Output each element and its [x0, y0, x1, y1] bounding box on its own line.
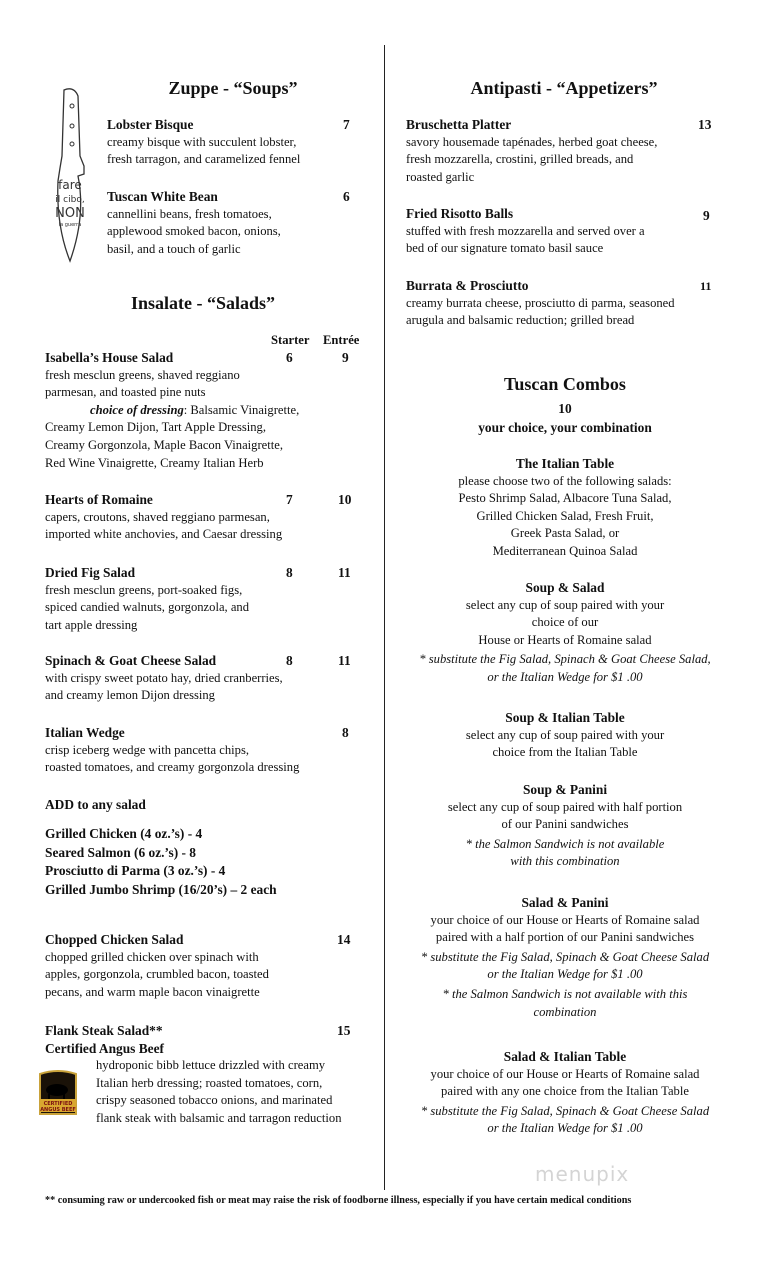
- item-desc: applewood smoked bacon, onions,: [107, 224, 281, 239]
- item-subtitle: Certified Angus Beef: [45, 1040, 165, 1056]
- salads-heading: Insalate - “Salads”: [130, 293, 276, 313]
- combo-title: Soup & Italian Table: [505, 710, 625, 725]
- dressing-options: Red Wine Vinaigrette, Creamy Italian Herb: [45, 455, 264, 470]
- add-on-item: Prosciutto di Parma (3 oz.’s) - 4: [45, 863, 226, 878]
- item-price: 13: [698, 117, 712, 132]
- menu-item: [406, 277, 716, 330]
- item-price: 11: [700, 279, 712, 293]
- item-desc: hydroponic bibb lettuce drizzled with creamy: [96, 1058, 326, 1073]
- watermark: menupix: [535, 1162, 630, 1186]
- combo-title: The Italian Table: [515, 456, 615, 471]
- menu-item: [406, 116, 716, 186]
- combo-line: choice from the Italian Table: [492, 745, 638, 760]
- item-name: Isabella’s House Salad: [45, 350, 174, 365]
- combo-title: Soup & Salad: [525, 580, 605, 595]
- item-desc: spiced candied walnuts, gorgonzola, and: [45, 600, 250, 615]
- item-desc: pecans, and warm maple bacon vinaigrette: [45, 984, 260, 999]
- svg-text:NON: NON: [55, 206, 85, 221]
- item-desc: cannellini beans, fresh tomatoes,: [107, 206, 272, 221]
- item-desc: Italian herb dressing; roasted tomatoes, corn,: [96, 1075, 323, 1090]
- entree-price: 9: [342, 350, 349, 365]
- item-desc: flank steak with balsamic and tarragon reduction: [96, 1110, 342, 1125]
- svg-text:la guerra: la guerra: [58, 222, 82, 228]
- combo-note: or the Italian Wedge for $1 .00: [487, 967, 643, 982]
- starter-price: 6: [286, 350, 293, 365]
- item-desc: creamy bisque with succulent lobster,: [107, 134, 297, 149]
- combos-tagline: your choice, your combination: [478, 420, 652, 435]
- combo-section: [419, 579, 710, 687]
- combo-line: House or Hearts of Romaine salad: [478, 632, 652, 647]
- item-name: Dried Fig Salad: [45, 565, 136, 580]
- item-desc: parmesan, and toasted pine nuts: [45, 385, 206, 400]
- item-desc: tart apple dressing: [45, 617, 138, 632]
- column-divider: [384, 45, 385, 1190]
- combo-section: [448, 781, 682, 871]
- menu-item: [45, 931, 355, 1001]
- item-desc: fresh mesclun greens, shaved reggiano: [45, 367, 240, 382]
- item-desc: imported white anchovies, and Caesar dressing: [45, 527, 283, 542]
- item-name: Fried Risotto Balls: [406, 206, 514, 221]
- combo-section: [421, 894, 709, 1021]
- combo-line: select any cup of soup paired with your: [465, 597, 665, 612]
- combo-line: please choose two of the following salads:: [458, 473, 672, 488]
- add-on-item: Seared Salmon (6 oz.’s) - 8: [45, 844, 197, 860]
- item-price: 9: [703, 208, 710, 223]
- item-desc: crispy seasoned tobacco onions, and marinated: [96, 1093, 333, 1108]
- item-price: 14: [337, 932, 351, 947]
- combo-title: Salad & Panini: [521, 895, 609, 910]
- menu-item: [45, 724, 355, 777]
- menu-item: [45, 491, 355, 544]
- item-desc: roasted tomatoes, and creamy gorgonzola dressing: [45, 760, 300, 775]
- item-desc: arugula and balsamic reduction; grilled bread: [406, 313, 635, 328]
- add-ons-heading: ADD to any salad: [45, 797, 146, 812]
- combo-line: your choice of our House or Hearts of Romaine salad: [430, 1066, 700, 1081]
- combo-note: * the Salmon Sandwich is not available: [465, 836, 665, 851]
- dressing-options: : Balsamic Vinaigrette,: [183, 402, 300, 417]
- appetizers-heading: Antipasti - “Appetizers”: [470, 78, 658, 98]
- item-price: 15: [337, 1023, 351, 1038]
- combo-note: * the Salmon Sandwich is not available with this: [442, 986, 688, 1001]
- add-on-item: Grilled Jumbo Shrimp (16/20’s) – 2 each: [45, 881, 277, 897]
- combo-line: select any cup of soup paired with your: [465, 727, 665, 742]
- entree-price: 11: [338, 653, 351, 668]
- svg-text:ANGUS BEEF: ANGUS BEEF: [40, 1107, 76, 1113]
- entree-price: 11: [338, 565, 351, 580]
- item-name: Bruschetta Platter: [406, 117, 512, 132]
- combo-note: with this combination: [510, 854, 620, 869]
- item-desc: chopped grilled chicken over spinach with: [45, 949, 259, 964]
- combo-note: combination: [533, 1004, 597, 1019]
- item-desc: basil, and a touch of garlic: [107, 241, 241, 256]
- menu-item: [406, 205, 716, 258]
- combo-line: paired with any one choice from the Italian Table: [441, 1084, 689, 1099]
- combo-title: Soup & Panini: [522, 782, 608, 797]
- dressing-options: Creamy Lemon Dijon, Tart Apple Dressing,: [45, 420, 266, 435]
- combo-line: of our Panini sandwiches: [501, 817, 629, 832]
- starter-price: 8: [286, 565, 293, 580]
- item-desc: apples, gorgonzola, crumbled bacon, toasted: [45, 967, 269, 982]
- dressing-label: choice of dressing: [90, 402, 184, 417]
- add-ons-list: [45, 825, 277, 899]
- item-desc: savory housemade tapénades, herbed goat cheese,: [406, 134, 658, 149]
- menu-item: [45, 1022, 365, 1128]
- item-price: 7: [343, 117, 350, 132]
- combo-title: Salad & Italian Table: [503, 1049, 627, 1064]
- menu-item: [107, 116, 352, 169]
- menu-item: [45, 652, 355, 705]
- item-name: Chopped Chicken Salad: [45, 932, 184, 947]
- food-safety-footnote: ** consuming raw or undercooked fish or meat may raise the risk of foodborne illness, especially if you have certain medical conditions: [45, 1195, 632, 1206]
- combos-price: 10: [558, 401, 572, 416]
- add-on-item: Grilled Chicken (4 oz.’s) - 4: [45, 826, 203, 841]
- combo-section: [421, 1048, 709, 1138]
- combo-line: Greek Pasta Salad, or: [510, 526, 620, 541]
- combo-line: choice of our: [531, 615, 599, 630]
- item-desc: roasted garlic: [406, 169, 475, 184]
- combo-line: Mediterranean Quinoa Salad: [492, 543, 638, 558]
- starter-column-label: Starter: [271, 333, 310, 347]
- entree-column-label: Entrée: [323, 333, 360, 347]
- item-name: Flank Steak Salad**: [45, 1023, 163, 1038]
- menu-item: [45, 349, 355, 472]
- item-desc: fresh tarragon, and caramelized fennel: [107, 152, 301, 167]
- combo-note: * substitute the Fig Salad, Spinach & Goat Cheese Salad: [420, 1103, 710, 1118]
- svg-text:CERTIFIED: CERTIFIED: [43, 1101, 73, 1107]
- combo-line: your choice of our House or Hearts of Romaine salad: [430, 912, 700, 927]
- entree-price: 10: [338, 492, 352, 507]
- item-desc: and creamy lemon Dijon dressing: [45, 688, 215, 703]
- combos-heading: Tuscan Combos: [504, 374, 626, 394]
- item-name: Spinach & Goat Cheese Salad: [45, 653, 217, 668]
- combo-line: Grilled Chicken Salad, Fresh Fruit,: [476, 508, 654, 523]
- item-desc: with crispy sweet potato hay, dried cranberries,: [45, 670, 283, 685]
- item-desc: crisp iceberg wedge with pancetta chips,: [45, 742, 249, 757]
- dressing-options: Creamy Gorgonzola, Maple Bacon Vinaigrette,: [45, 437, 283, 452]
- item-desc: bed of our signature tomato basil sauce: [406, 241, 604, 256]
- item-desc: fresh mesclun greens, port-soaked figs,: [45, 582, 243, 597]
- knife-logo: [52, 86, 92, 266]
- svg-text:fare: fare: [58, 178, 82, 192]
- entree-price: 8: [342, 725, 349, 740]
- combo-note: or the Italian Wedge for $1 .00: [487, 1121, 643, 1136]
- starter-price: 8: [286, 653, 293, 668]
- combo-section: [466, 709, 664, 762]
- combo-note: * substitute the Fig Salad, Spinach & Goat Cheese Salad,: [419, 652, 711, 667]
- item-desc: stuffed with fresh mozzarella and served over a: [406, 223, 645, 238]
- item-name: Italian Wedge: [45, 725, 125, 740]
- combo-line: Pesto Shrimp Salad, Albacore Tuna Salad,: [458, 491, 672, 506]
- item-name: Tuscan White Bean: [107, 189, 218, 204]
- menu-item: [107, 188, 352, 258]
- item-price: 6: [343, 189, 350, 204]
- combo-note: or the Italian Wedge for $1 .00: [487, 669, 643, 684]
- item-desc: capers, croutons, shaved reggiano parmesan,: [45, 509, 270, 524]
- item-name: Burrata & Prosciutto: [406, 278, 529, 293]
- item-desc: creamy burrata cheese, prosciutto di parma, seasoned: [406, 295, 675, 310]
- soups-heading: Zuppe - “Soups”: [168, 78, 298, 98]
- menu-item: [45, 564, 355, 634]
- combo-section: [458, 455, 671, 561]
- combo-line: paired with a half portion of our Panini sandwiches: [435, 930, 695, 945]
- item-name: Hearts of Romaine: [45, 492, 153, 507]
- starter-price: 7: [286, 492, 293, 507]
- item-desc: fresh mozzarella, crostini, grilled breads, and: [406, 152, 634, 167]
- svg-text:il cibo,: il cibo,: [55, 195, 85, 205]
- item-name: Lobster Bisque: [107, 117, 194, 132]
- combo-note: * substitute the Fig Salad, Spinach & Goat Cheese Salad: [420, 949, 710, 964]
- certified-angus-beef-badge: [37, 1070, 79, 1118]
- combo-line: select any cup of soup paired with half portion: [447, 799, 683, 814]
